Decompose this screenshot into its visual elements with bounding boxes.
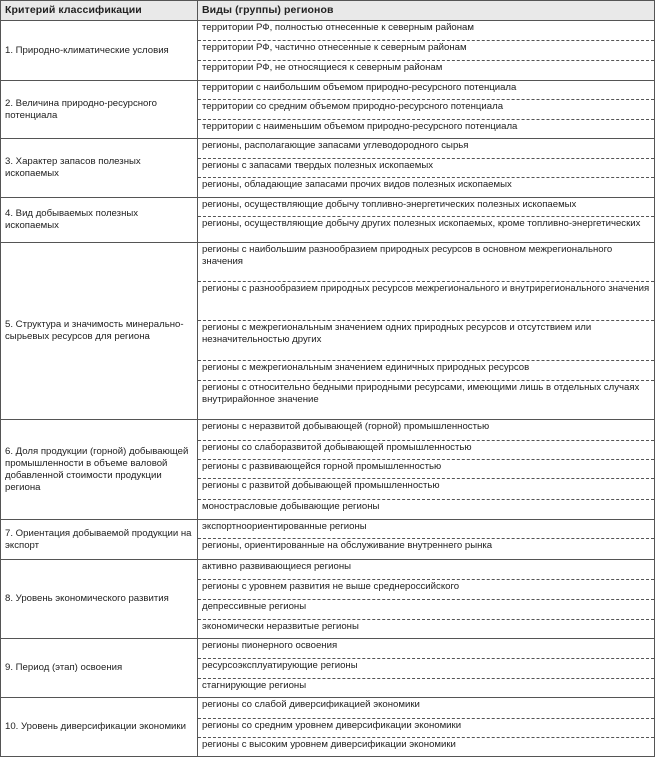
header-criterion: Критерий классификации (1, 1, 198, 21)
region-type-cell: регионы с развитой добывающей промышленностью (198, 479, 655, 500)
region-type-cell: ресурсоэксплуатирующие регионы (198, 659, 655, 679)
region-type-cell: регионы, осуществляющие добычу топливно-энергетических полезных ископаемых (198, 198, 655, 217)
region-type-cell: регионы со средним уровнем диверсификации экономики (198, 719, 655, 738)
region-type-cell: регионы со слаборазвитой добывающей промышленностью (198, 441, 655, 460)
criterion-cell: 10. Уровень диверсификации экономики (1, 698, 198, 757)
criterion-cell: 4. Вид добываемых полезных ископаемых (1, 198, 198, 243)
table-row (1, 21, 655, 41)
table-row (1, 81, 655, 100)
region-type-cell: территории со средним объемом природно-ресурсного потенциала (198, 100, 655, 120)
criterion-cell: 2. Величина природно-ресурсного потенциала (1, 81, 198, 139)
criterion-cell: 5. Структура и значимость минерально-сырьевых ресурсов для региона (1, 243, 198, 420)
region-type-cell: активно развивающиеся регионы (198, 560, 655, 580)
region-type-cell: регионы с межрегиональным значением единичных природных ресурсов (198, 361, 655, 381)
region-type-cell: регионы пионерного освоения (198, 639, 655, 659)
region-type-cell: территории с наибольшим объемом природно-ресурсного потенциала (198, 81, 655, 100)
criterion-cell: 3. Характер запасов полезных ископаемых (1, 139, 198, 198)
region-type-cell: регионы, обладающие запасами прочих видов полезных ископаемых (198, 178, 655, 198)
region-type-cell: регионы с запасами твердых полезных ископаемых (198, 159, 655, 178)
region-type-cell: территории с наименьшим объемом природно-ресурсного потенциала (198, 120, 655, 139)
header-region-types: Виды (группы) регионов (198, 1, 655, 21)
region-type-cell: стагнирующие регионы (198, 679, 655, 698)
region-type-cell: регионы с разнообразием природных ресурсов межрегионального и внутрирегионального значения (198, 282, 655, 321)
region-type-cell: депрессивные регионы (198, 600, 655, 620)
region-type-cell: регионы с наибольшим разнообразием природных ресурсов в основном межрегионального значения (198, 243, 655, 282)
criterion-cell: 6. Доля продукции (горной) добывающей промышленности в объеме валовой добавленной стоимости продукции региона (1, 420, 198, 520)
criterion-cell: 9. Период (этап) освоения (1, 639, 198, 698)
table-row (1, 560, 655, 580)
table-row (1, 139, 655, 159)
region-type-cell: регионы с относительно бедными природными ресурсами, имеющими лишь в отдельных случаях внутрирайонное значение (198, 381, 655, 420)
region-type-cell: регионы с уровнем развития не выше среднероссийского (198, 580, 655, 600)
criterion-cell: 7. Ориентация добываемой продукции на экспорт (1, 520, 198, 560)
region-type-cell: монострасловые добывающие регионы (198, 500, 655, 520)
region-type-cell: территории РФ, полностью отнесенные к северным районам (198, 21, 655, 41)
region-type-cell: экспортноориентированные регионы (198, 520, 655, 539)
region-type-cell: территории РФ, частично отнесенные к северным районам (198, 41, 655, 61)
region-type-cell: территории РФ, не относящиеся к северным районам (198, 61, 655, 81)
region-type-cell: регионы со слабой диверсификацией экономики (198, 698, 655, 719)
region-type-cell: регионы с межрегиональным значением одних природных ресурсов и отсутствием или незначительностью других (198, 321, 655, 361)
table-body (1, 21, 655, 757)
table-row (1, 520, 655, 539)
region-type-cell: регионы, располагающие запасами углеводородного сырья (198, 139, 655, 159)
region-type-cell: регионы с неразвитой добывающей (горной) промышленностью (198, 420, 655, 441)
criterion-cell: 1. Природно-климатические условия (1, 21, 198, 81)
criterion-cell: 8. Уровень экономического развития (1, 560, 198, 639)
region-type-cell: экономически неразвитые регионы (198, 620, 655, 639)
region-type-cell: регионы с развивающейся горной промышленностью (198, 460, 655, 479)
table-row (1, 639, 655, 659)
table-row (1, 198, 655, 217)
region-type-cell: регионы, ориентированные на обслуживание внутреннего рынка (198, 539, 655, 560)
region-type-cell: регионы, осуществляющие добычу других полезных ископаемых, кроме топливно-энергетических (198, 217, 655, 243)
table-row (1, 243, 655, 282)
table-row (1, 420, 655, 441)
table-row (1, 698, 655, 719)
region-type-cell: регионы с высоким уровнем диверсификации экономики (198, 738, 655, 757)
table-header-row (1, 1, 655, 21)
